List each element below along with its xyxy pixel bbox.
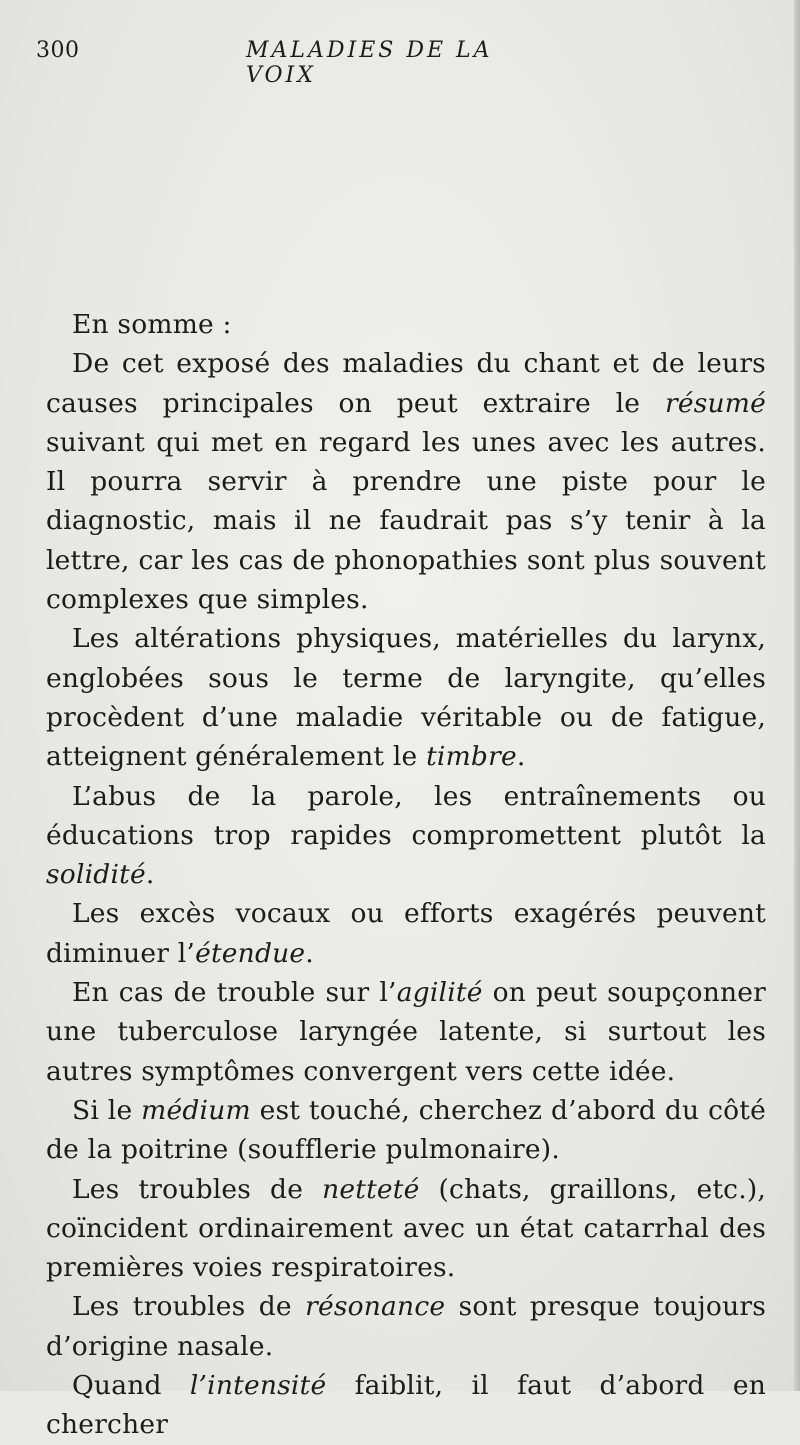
italic-term: étendue (195, 937, 306, 969)
text-run: Les excès vocaux ou efforts exagérés peuvent diminuer l’ (46, 898, 766, 969)
paragraph (46, 894, 766, 973)
text-run: En cas de trouble sur l’ (72, 977, 397, 1009)
paragraph (46, 344, 766, 619)
text-run: . (145, 859, 155, 891)
text-run: Les troubles de (72, 1291, 306, 1323)
text-run: Si le (72, 1094, 142, 1126)
text-run: Les altérations physiques, matérielles du larynx, englobées sous le terme de laryngite, qu’elles procèdent d’une maladie véritable ou de fatigue, atteignent généralement le (46, 623, 766, 773)
paragraph (46, 1170, 766, 1288)
text-run: . (516, 741, 526, 773)
running-head (36, 38, 556, 88)
page-edge-shadow (794, 0, 800, 1391)
text-run: En somme : (72, 309, 232, 340)
paragraph (46, 619, 766, 776)
text-run: Quand (72, 1370, 190, 1402)
paragraph (46, 305, 766, 344)
italic-term: netteté (322, 1173, 420, 1205)
paragraph (46, 973, 766, 1091)
paragraph (46, 1091, 766, 1170)
paragraph (46, 777, 766, 895)
italic-term: solidité (46, 859, 146, 891)
text-run: Les troubles de (72, 1173, 323, 1205)
text-run: sont presque toujours d’origine nasale. (46, 1291, 767, 1362)
text-run: . (305, 937, 314, 969)
text-run: suivant qui met en regard les unes avec les autres. Il pourra servir à prendre une piste pour le diagnostic, mais il ne faudrait pas s’y tenir à la lettre, car les cas de phonopathies sont plus souvent complexes que simples. (46, 426, 766, 616)
paragraph (46, 1287, 766, 1366)
running-title: MALADIES DE LA VOIX (246, 38, 493, 88)
italic-term: médium (141, 1094, 251, 1126)
paragraph (46, 1366, 766, 1445)
text-run: faiblit, il faut d’abord en chercher (46, 1370, 766, 1441)
body-text (46, 305, 766, 1445)
text-run: (chats, graillons, etc.), coïncident ordinairement avec un état catarrhal des premières voies respiratoires. (46, 1173, 767, 1284)
italic-term: timbre (426, 741, 517, 773)
text-run: on peut soupçonner une tuberculose laryngée latente, si surtout les autres symptômes convergent vers cette idée. (46, 977, 766, 1087)
italic-term: agilité (396, 977, 483, 1009)
text-run: L’abus de la parole, les entraînements ou éducations trop rapides compromettent plutôt la (46, 780, 766, 851)
italic-term: l’intensité (189, 1370, 327, 1402)
text-run: De cet exposé des maladies du chant et de leurs causes principales on peut extraire le (46, 348, 766, 419)
italic-term: résonance (305, 1291, 446, 1323)
page-number: 300 (36, 38, 80, 63)
italic-term: résumé (664, 387, 766, 419)
text-run: est touché, cherchez d’abord du côté de la poitrine (soufflerie pulmonaire). (46, 1094, 767, 1166)
